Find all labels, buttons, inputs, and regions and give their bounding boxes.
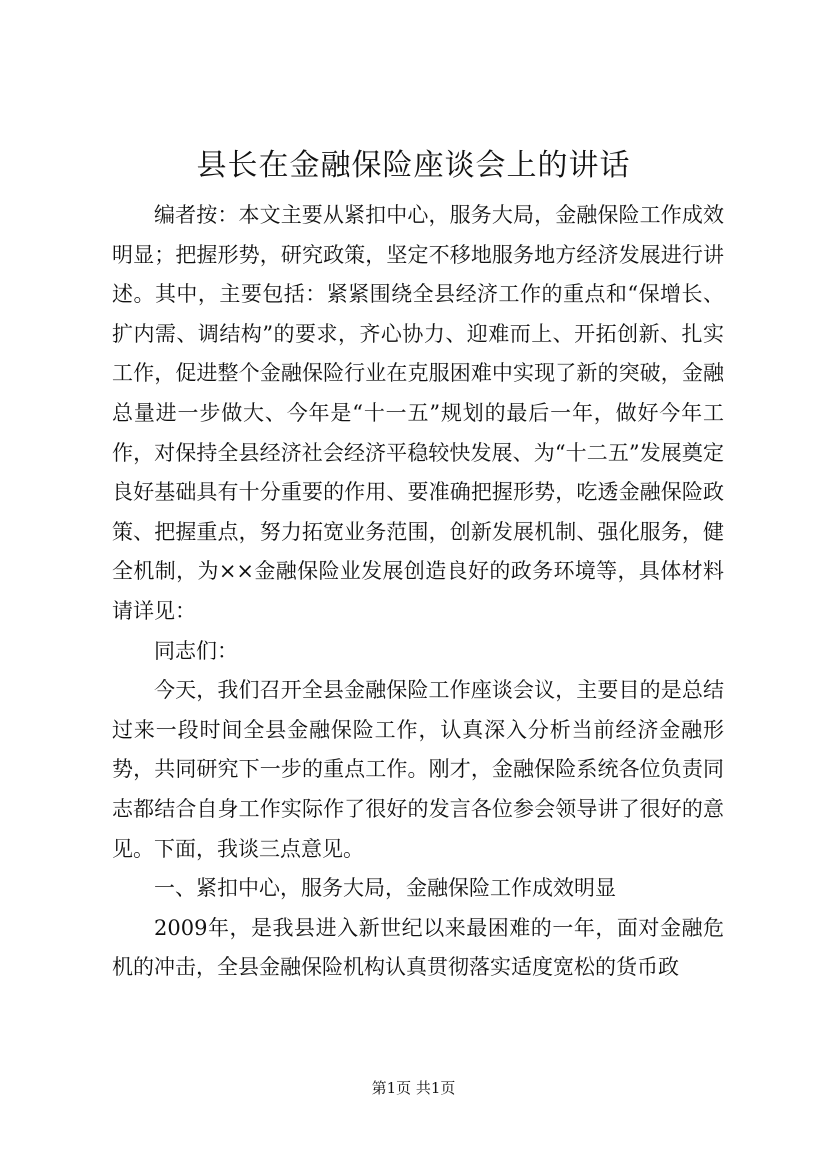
page-footer: 第1页 共1页	[371, 1079, 456, 1097]
document-title: 县长在金融保险座谈会上的讲话	[196, 148, 631, 183]
salutation-paragraph: 同志们：	[154, 638, 238, 663]
editor-note-paragraph: 编者按：本文主要从紧扣中心，服务大局，金融保险工作成效明显；把握形势，研究政策，坚定不移地服务地方经济发展进行讲述。其中，主要包括：紧紧围绕全县经济工作的重点和“保增长、扩内需、调结构”的要求，齐心协力、迎难而上、开拓创新、扎实工作，促进整个金融保险行业在克服困难中实现了新的突破，金融总量进一步做大、今年是“十一五”规划的最后一年，做好今年工作，对保持全县经济社会经济平稳较快发展、为“十二五”发展奠定良好基础具有十分重要的作用、要准确把握形势，吃透金融保险政策、把握重点，努力拓宽业务范围，创新发展机制、强化服务，健全机制，为××金融保险业发展创造良好的政务环境等，具体材料请详见：	[112, 203, 724, 623]
section-heading-one: 一、紧扣中心，服务大局，金融保险工作成效明显	[154, 876, 616, 901]
section-one-paragraph: 2009年，是我县进入新世纪以来最困难的一年，面对金融危机的冲击，全县金融保险机构认真贯彻落实适度宽松的货币政	[112, 915, 724, 980]
opening-paragraph: 今天，我们召开全县金融保险工作座谈会议，主要目的是总结过来一段时间全县金融保险工作，认真深入分析当前经济金融形势，共同研究下一步的重点工作。刚才，金融保险系统各位负责同志都结合自身工作实际作了很好的发言各位参会领导讲了很好的意见。下面，我谈三点意见。	[112, 678, 724, 861]
document-body	[112, 196, 724, 988]
